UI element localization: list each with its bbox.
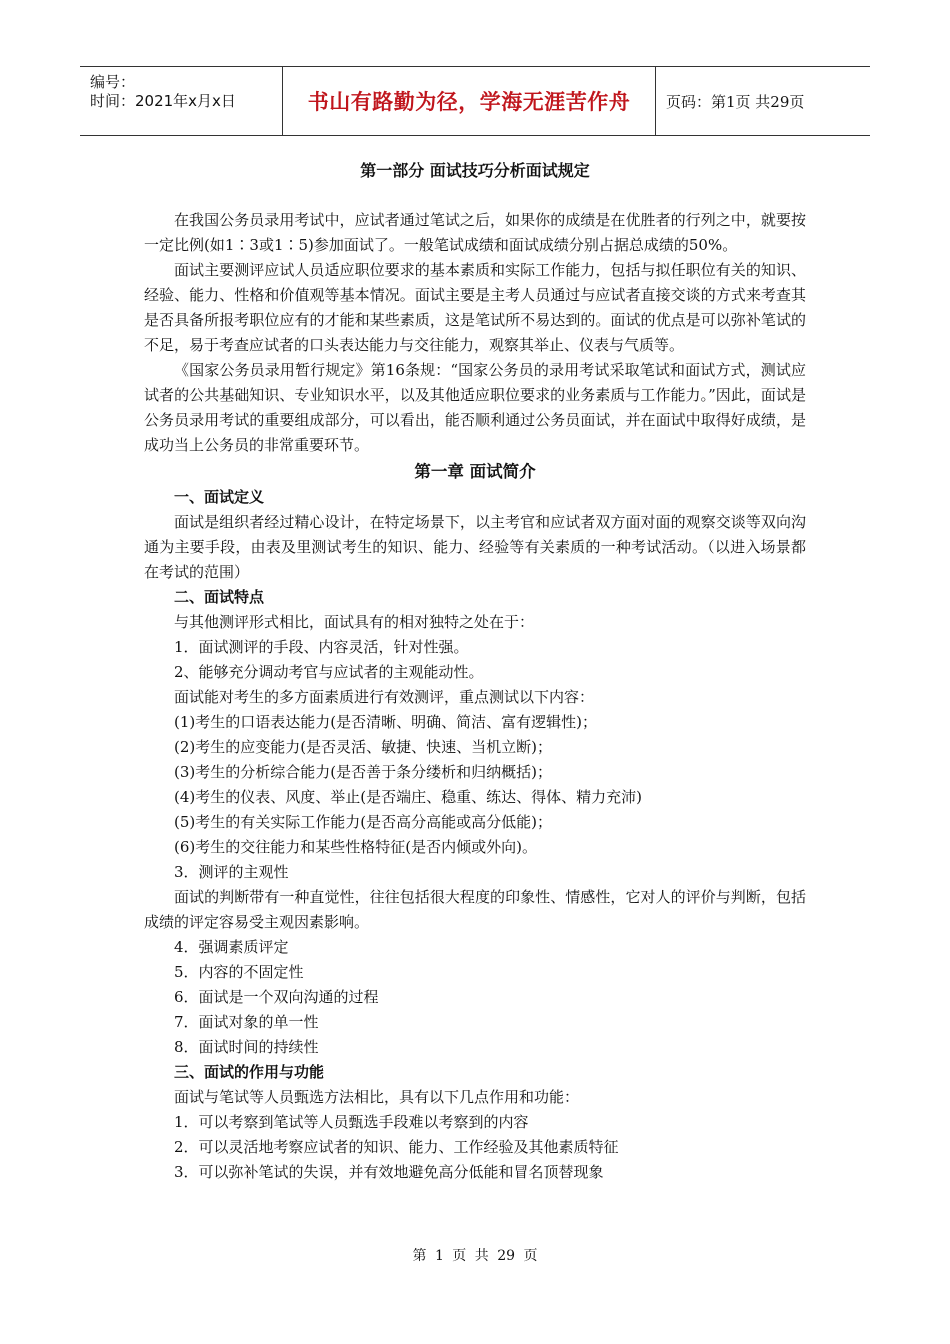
document-title: 第一部分 面试技巧分析面试规定 bbox=[360, 161, 590, 180]
motto: 书山有路勤为径，学海无涯苦作舟 bbox=[307, 90, 631, 114]
header-page-info bbox=[656, 67, 870, 135]
section-paragraph: 面试的判断带有一种直觉性，往往包括很大程度的印象性、情感性，它对人的评价与判断，包括成绩的评定容易受主观因素影响。 bbox=[144, 888, 806, 931]
list-item: 8．面试时间的持续性 bbox=[174, 1038, 319, 1056]
list-item: 5．内容的不固定性 bbox=[174, 963, 304, 981]
page-info: 页码：第1页 共29页 bbox=[666, 92, 805, 111]
intro-paragraph: 《国家公务员录用暂行规定》第16条规：“国家公务员的录用考试采取笔试和面试方式，测试应试者的公共基础知识、专业知识水平，以及其他适应职位要求的业务素质与工作能力。”因此，面试是公务员录用考试的重要组成部分，可以看出，能否顺利通过公务员面试，并在面试中取得好成绩，是成功当上公务员的非常重要环节。 bbox=[144, 361, 806, 454]
list-item: 与其他测评形式相比，面试具有的相对独特之处在于： bbox=[174, 613, 535, 631]
list-item: (6)考生的交往能力和某些性格特征(是否内倾或外向)。 bbox=[174, 838, 537, 856]
page-header bbox=[80, 66, 870, 136]
list-item: (4)考生的仪表、风度、举止(是否端庄、稳重、练达、得体、精力充沛) bbox=[174, 788, 642, 806]
intro-paragraph: 在我国公务员录用考试中，应试者通过笔试之后，如果你的成绩是在优胜者的行列之中，就要按一定比例(如1∶3或1∶5)参加面试了。一般笔试成绩和面试成绩分别占据总成绩的50%。 bbox=[144, 211, 806, 254]
list-item: (2)考生的应变能力(是否灵活、敏捷、快速、当机立断)； bbox=[174, 738, 552, 756]
list-item: (3)考生的分析综合能力(是否善于条分缕析和归纳概括)； bbox=[174, 763, 552, 781]
header-motto-cell bbox=[282, 67, 656, 135]
page-footer: 第 1 页 共 29 页 bbox=[412, 1248, 538, 1264]
list-item: (1)考生的口语表达能力(是否清晰、明确、简洁、富有逻辑性)； bbox=[174, 713, 597, 731]
time-label: 时间：2021年x月x日 bbox=[90, 92, 236, 110]
chapter-title: 第一章 面试简介 bbox=[414, 462, 536, 481]
list-item: 6．面试是一个双向沟通的过程 bbox=[174, 988, 379, 1006]
document-body bbox=[144, 158, 806, 1185]
number-label: 编号： bbox=[90, 73, 136, 91]
section-heading: 一、面试定义 bbox=[174, 488, 265, 506]
section-heading: 三、面试的作用与功能 bbox=[174, 1063, 325, 1081]
list-item: 面试与笔试等人员甄选方法相比，具有以下几点作用和功能： bbox=[174, 1088, 580, 1106]
list-item: 4．强调素质评定 bbox=[174, 938, 289, 956]
list-item: 面试能对考生的多方面素质进行有效测评，重点测试以下内容： bbox=[174, 688, 595, 706]
list-item: 7．面试对象的单一性 bbox=[174, 1013, 319, 1031]
list-item: 1．面试测评的手段、内容灵活，针对性强。 bbox=[174, 638, 469, 656]
list-item: 2、能够充分调动考官与应试者的主观能动性。 bbox=[174, 663, 484, 681]
section-heading: 二、面试特点 bbox=[174, 588, 265, 606]
list-item: 1．可以考察到笔试等人员甄选手段难以考察到的内容 bbox=[174, 1113, 529, 1131]
section-paragraph: 面试是组织者经过精心设计，在特定场景下，以主考官和应试者双方面对面的观察交谈等双向沟通为主要手段，由表及里测试考生的知识、能力、经验等有关素质的一种考试活动。（以进入场景都在考试的范围） bbox=[144, 513, 806, 581]
list-item: 2．可以灵活地考察应试者的知识、能力、工作经验及其他素质特征 bbox=[174, 1138, 619, 1156]
list-item: (5)考生的有关实际工作能力(是否高分高能或高分低能)； bbox=[174, 813, 552, 831]
header-meta bbox=[80, 67, 282, 135]
intro-paragraph: 面试主要测评应试人员适应职位要求的基本素质和实际工作能力，包括与拟任职位有关的知识、经验、能力、性格和价值观等基本情况。面试主要是主考人员通过与应试者直接交谈的方式来考查其是否具备所报考职位应有的才能和某些素质，这是笔试所不易达到的。面试的优点是可以弥补笔试的不足，易于考查应试者的口头表达能力与交往能力，观察其举止、仪表与气质等。 bbox=[144, 261, 806, 354]
list-item: 3．可以弥补笔试的失误，并有效地避免高分低能和冒名顶替现象 bbox=[174, 1163, 604, 1181]
list-item: 3．测评的主观性 bbox=[174, 863, 289, 881]
